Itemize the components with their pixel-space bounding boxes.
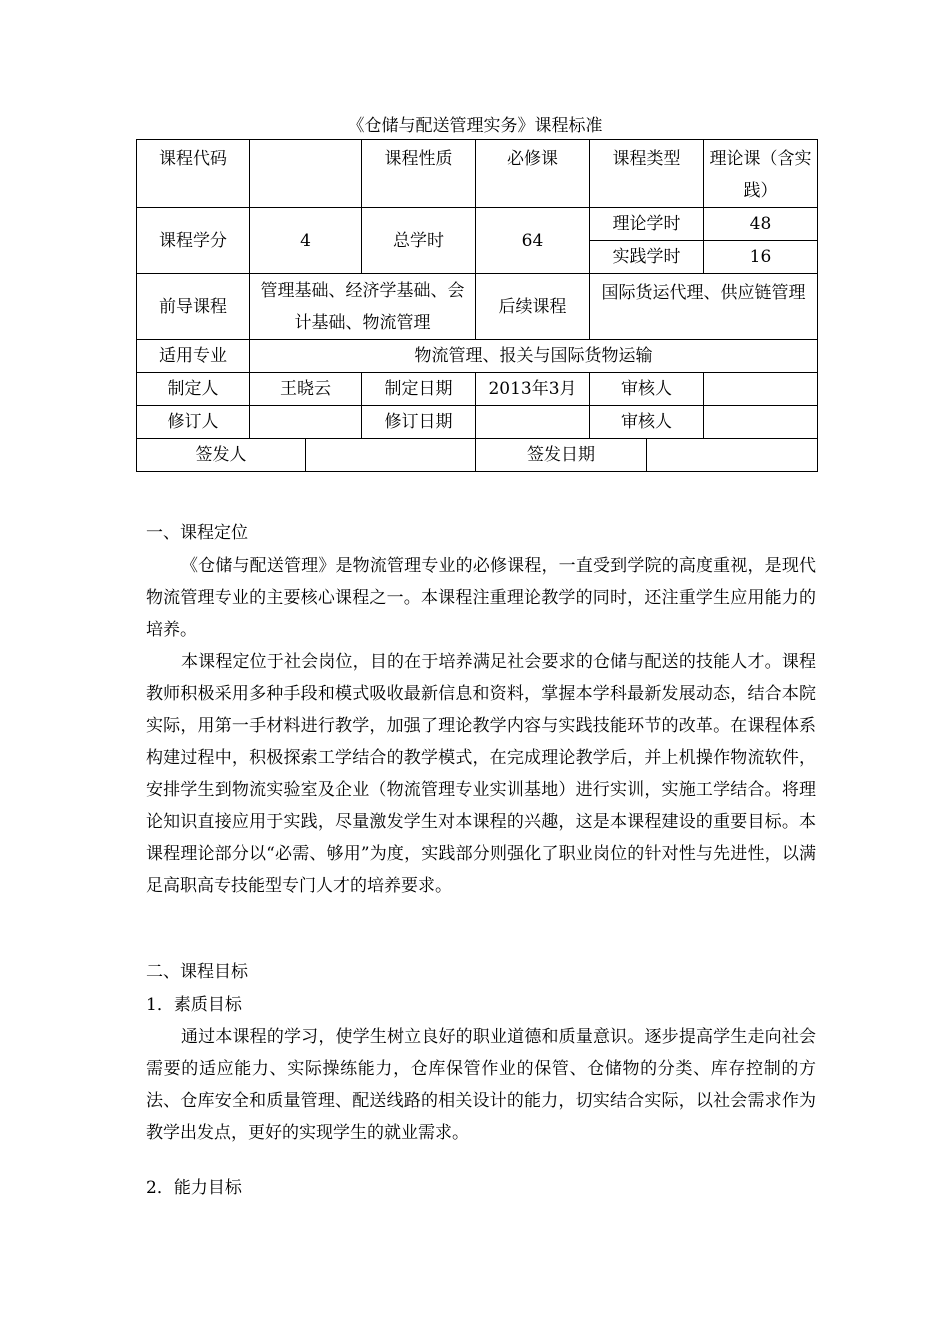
course-nature-label: 课程性质 — [362, 140, 476, 208]
major-value: 物流管理、报关与国际货物运输 — [250, 340, 818, 373]
reviser-value — [250, 406, 362, 439]
total-hours-value: 64 — [476, 208, 590, 274]
reviewer-label: 审核人 — [590, 373, 704, 406]
section-heading-objectives: 二、课程目标 — [146, 962, 248, 982]
reviser-label: 修订人 — [137, 406, 250, 439]
practice-hours-label: 实践学时 — [590, 241, 704, 274]
author-value: 王晓云 — [250, 373, 362, 406]
reviewer-value — [704, 373, 818, 406]
followup-value: 国际货运代理、供应链管理 — [590, 274, 818, 340]
paragraph: 通过本课程的学习，使学生树立良好的职业道德和质量意识。逐步提高学生走向社会需要的适应能力、实际操练能力，仓库保管作业的保管、仓储物的分类、库存控制的方法、仓库安全和质量管理、配送线路的相关设计的能力，切实结合实际，以社会需求作为教学出发点，更好的实现学生的就业需求。 — [146, 1027, 816, 1143]
course-type-value: 理论课（含实践） — [704, 140, 818, 208]
course-code-label: 课程代码 — [137, 140, 250, 208]
theory-hours-label: 理论学时 — [590, 208, 704, 241]
course-nature-value: 必修课 — [476, 140, 590, 208]
reviewer-label: 审核人 — [590, 406, 704, 439]
course-info-table — [136, 139, 818, 472]
course-type-label: 课程类型 — [590, 140, 704, 208]
theory-hours-value: 48 — [704, 208, 818, 241]
followup-label: 后续课程 — [476, 274, 590, 340]
issue-date-label: 签发日期 — [476, 439, 647, 472]
credits-label: 课程学分 — [137, 208, 250, 274]
subsection-heading-ability: 2．能力目标 — [146, 1178, 242, 1198]
paragraph: 《仓储与配送管理》是物流管理专业的必修课程，一直受到学院的高度重视，是现代物流管理专业的主要核心课程之一。本课程注重理论教学的同时，还注重学生应用能力的培养。 — [146, 556, 816, 640]
total-hours-label: 总学时 — [362, 208, 476, 274]
prereq-label: 前导课程 — [137, 274, 250, 340]
page-title: 《仓储与配送管理实务》课程标准 — [347, 116, 603, 136]
course-code-value — [250, 140, 362, 208]
revise-date-label: 修订日期 — [362, 406, 476, 439]
credits-value: 4 — [250, 208, 362, 274]
author-label: 制定人 — [137, 373, 250, 406]
issuer-value — [306, 439, 476, 472]
paragraph: 本课程定位于社会岗位，目的在于培养满足社会要求的仓储与配送的技能人才。课程教师积极采用多种手段和模式吸收最新信息和资料，掌握本学科最新发展动态，结合本院实际，用第一手材料进行教学，加强了理论教学内容与实践技能环节的改革。在课程体系构建过程中，积极探索工学结合的教学模式，在完成理论教学后，并上机操作物流软件，安排学生到物流实验室及企业（物流管理专业实训基地）进行实训，实施工学结合。将理论知识直接应用于实践，尽量激发学生对本课程的兴趣，这是本课程建设的重要目标。本课程理论部分以“必需、够用”为度，实践部分则强化了职业岗位的针对性与先进性，以满足高职高专技能型专门人才的培养要求。 — [146, 652, 816, 896]
issue-date-value — [647, 439, 818, 472]
issuer-label: 签发人 — [137, 439, 306, 472]
revise-date-value — [476, 406, 590, 439]
reviewer-value — [704, 406, 818, 439]
author-date-value: 2013年3月 — [476, 373, 590, 406]
subsection-heading-quality: 1．素质目标 — [146, 995, 242, 1015]
author-date-label: 制定日期 — [362, 373, 476, 406]
practice-hours-value: 16 — [704, 241, 818, 274]
section-heading-positioning: 一、课程定位 — [146, 523, 248, 543]
prereq-value: 管理基础、经济学基础、会计基础、物流管理 — [250, 274, 476, 340]
major-label: 适用专业 — [137, 340, 250, 373]
